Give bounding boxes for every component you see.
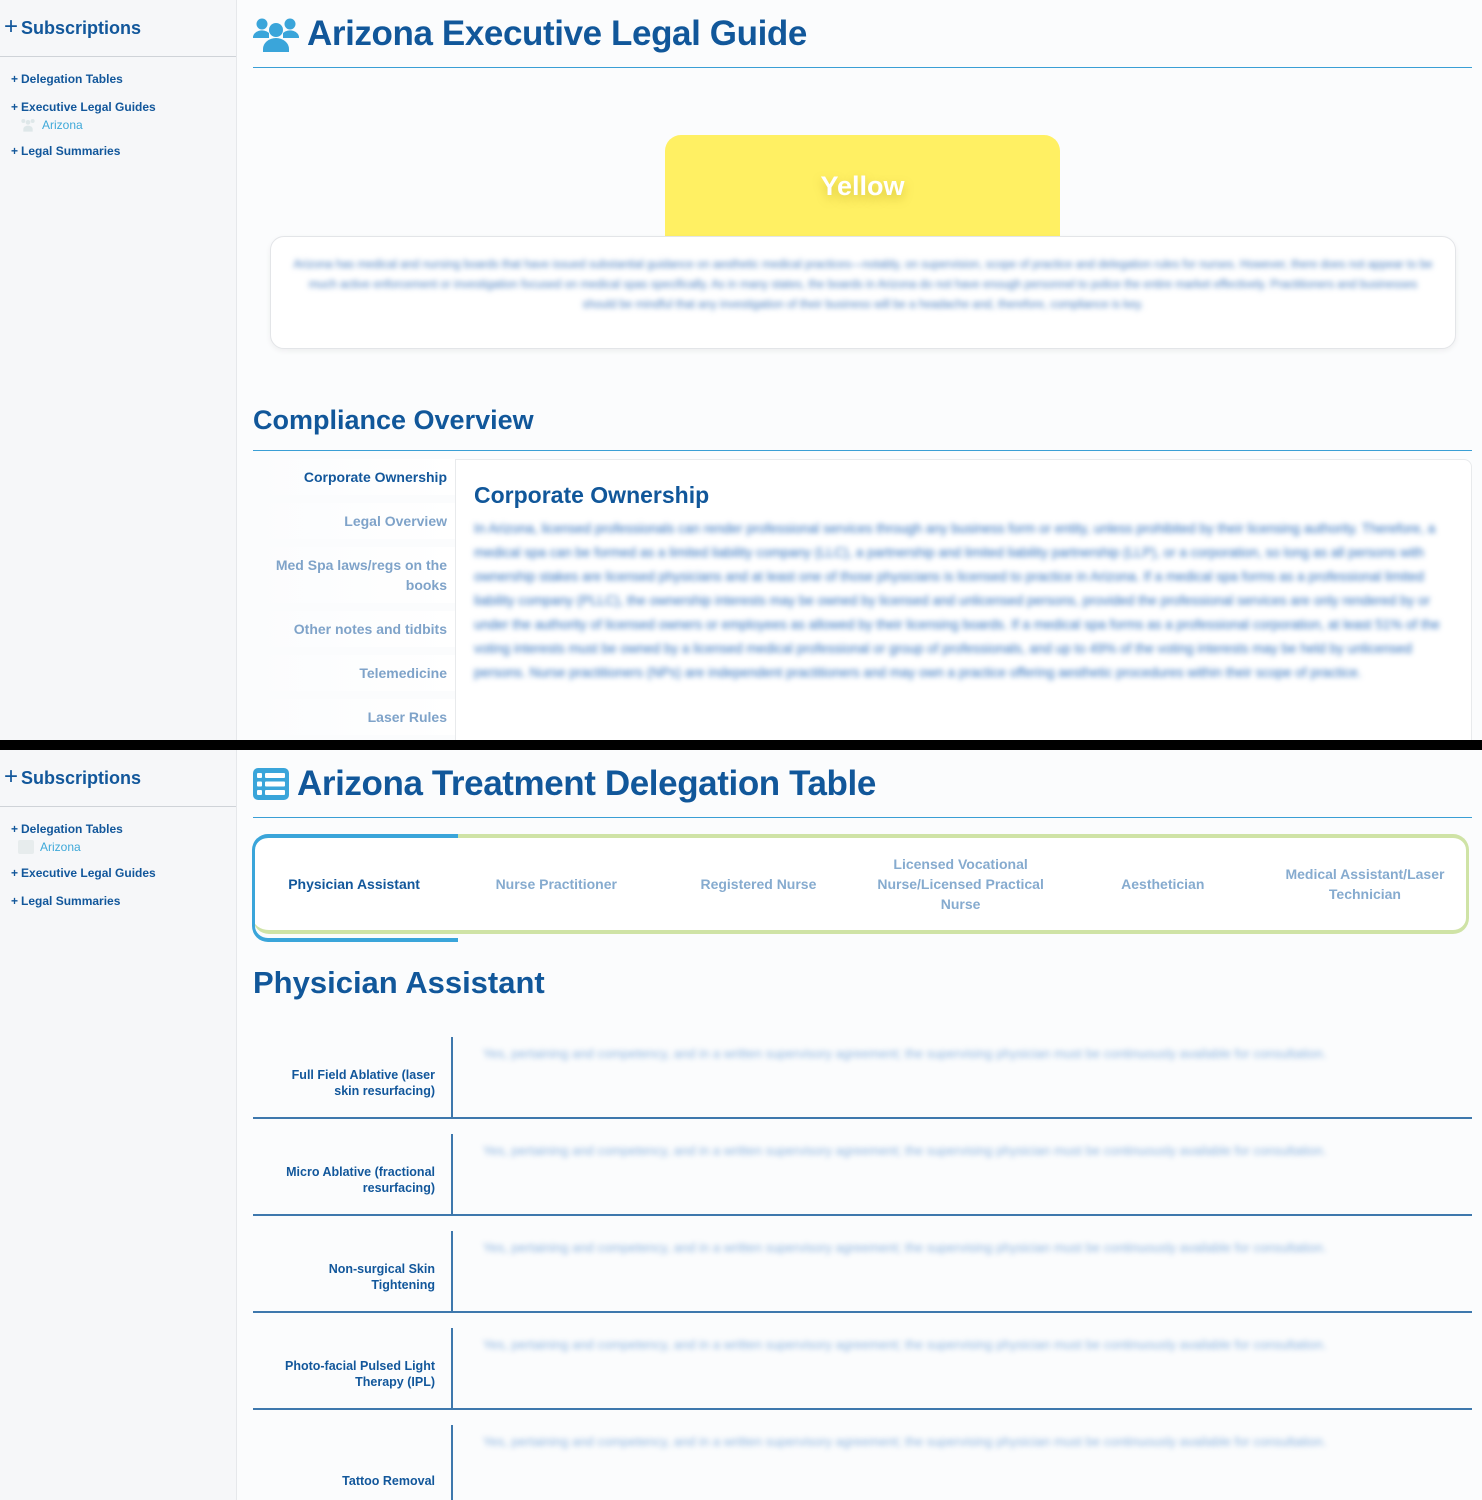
table-row: [253, 1313, 1472, 1410]
plus-icon: +: [11, 894, 19, 908]
tab-legal-overview[interactable]: Legal Overview: [253, 503, 455, 539]
plus-icon: +: [11, 866, 19, 880]
plus-icon: +: [4, 13, 19, 40]
tab-corporate-ownership[interactable]: Corporate Ownership: [253, 459, 455, 495]
page-title: [253, 750, 1472, 818]
page-title: [253, 0, 1472, 68]
treatment-cell: [253, 1425, 453, 1500]
panel-heading: Corporate Ownership: [474, 482, 710, 508]
delegation-table-screen: [0, 750, 1482, 1500]
rule-cell: [453, 1313, 1472, 1408]
sidebar: [0, 750, 237, 1500]
list-icon: [253, 768, 289, 800]
plus-icon: +: [11, 144, 19, 158]
tab-medical-assistant[interactable]: Medical Assistant/Laser Technician: [1285, 866, 1445, 902]
sidebar-item-label: Executive Legal Guides: [21, 100, 156, 114]
plus-icon: +: [11, 822, 19, 836]
profession-heading: Physician Assistant: [253, 965, 545, 1000]
rule-text: Yes, pertaining and competency, and in a written supervisory agreement; the supervising physician must be continuously available for consultation.: [483, 1337, 1327, 1352]
risk-rating-label: Yellow: [820, 170, 905, 201]
main-content: [253, 750, 1472, 1500]
sidebar-item-legal-summaries[interactable]: [0, 137, 236, 165]
summary-text: Arizona has medical and nursing boards that have issued substantial guidance on aesthetic medical practices—notably, on supervision, scope of practice and delegation rules for nurses. However, there does not appear to be much active enforcement or investigation focused on medical spas specifically. As in many states, the boards in Arizona do not have enough personnel to police the entire market effectively. Practitioners and businesses should be mindful that any investigation of their business will be a headache and, therefore, compliance is key.: [293, 259, 1433, 311]
treatment-cell: [253, 1134, 453, 1214]
sidebar-item-label: Legal Summaries: [21, 894, 121, 908]
subscriptions-label: Subscriptions: [21, 767, 142, 788]
rule-text: Yes, pertaining and competency, and in a written supervisory agreement; the supervising physician must be continuously available for consultation.: [483, 1143, 1327, 1158]
rule-cell: [453, 1119, 1472, 1214]
tab-laser-rules[interactable]: Laser Rules: [253, 699, 455, 735]
rule-text: Yes, pertaining and competency, and in a written supervisory agreement; the supervising physician must be continuously available for consultation.: [483, 1046, 1327, 1061]
tab-nurse-practitioner[interactable]: Nurse Practitioner: [495, 876, 617, 892]
tab-lvn-lpn[interactable]: Licensed Vocational Nurse/Licensed Practical Nurse: [877, 856, 1044, 912]
tab-telemedicine[interactable]: Telemedicine: [253, 655, 455, 691]
sidebar-item-delegation-tables[interactable]: [0, 65, 236, 93]
profession-tabs: [253, 834, 1469, 934]
page-title-text: Arizona Treatment Delegation Table: [297, 763, 876, 803]
sidebar-subitem-arizona[interactable]: [0, 837, 236, 857]
treatment-cell: [253, 1231, 453, 1311]
sidebar-subitem-label: Arizona: [42, 118, 83, 132]
table-row: [253, 1410, 1472, 1500]
tab-med-spa-laws[interactable]: Med Spa laws/regs on the books: [253, 547, 455, 603]
table-row: [253, 1216, 1472, 1313]
table-row: [253, 1022, 1472, 1119]
section-title: Compliance Overview: [253, 405, 1472, 451]
compliance-tabs: [253, 459, 455, 740]
table-row: [253, 1119, 1472, 1216]
list-icon: [18, 840, 34, 854]
tab-other-notes[interactable]: Other notes and tidbits: [253, 611, 455, 647]
treatment-name: Non-surgical Skin Tightening: [328, 1262, 435, 1292]
tab-physician-assistant[interactable]: Physician Assistant: [288, 876, 420, 892]
users-icon: [253, 16, 299, 52]
treatment-cell: [253, 1328, 453, 1408]
plus-icon: +: [11, 100, 19, 114]
sidebar-item-label: Legal Summaries: [21, 144, 121, 158]
sidebar-subitem-arizona[interactable]: [0, 115, 236, 135]
main-content: [253, 0, 1472, 740]
rule-text: Yes, pertaining and competency, and in a written supervisory agreement; the supervising physician must be continuously available for consultation.: [483, 1434, 1327, 1449]
sidebar-subitem-label: Arizona: [40, 840, 81, 854]
treatment-cell: [253, 1037, 453, 1117]
treatment-name: Full Field Ablative (laser skin resurfacing): [291, 1068, 435, 1098]
subscriptions-header[interactable]: [0, 750, 236, 807]
sidebar-item-executive-legal-guides[interactable]: [0, 859, 236, 887]
rule-cell: [453, 1022, 1472, 1117]
sidebar-item-label: Executive Legal Guides: [21, 866, 156, 880]
page-title-text: Arizona Executive Legal Guide: [307, 13, 807, 53]
sidebar: [0, 0, 237, 740]
treatment-name: Photo-facial Pulsed Light Therapy (IPL): [284, 1359, 435, 1389]
treatment-name: Tattoo Removal: [342, 1474, 435, 1488]
rule-cell: [453, 1410, 1472, 1500]
summary-card: [270, 236, 1456, 349]
tab-content-panel: [455, 459, 1472, 740]
plus-icon: +: [11, 72, 19, 86]
sidebar-item-legal-summaries[interactable]: [0, 887, 236, 915]
executive-legal-guide-screen: [0, 0, 1482, 740]
sidebar-item-label: Delegation Tables: [21, 72, 123, 86]
users-icon: [20, 118, 36, 132]
subscriptions-label: Subscriptions: [21, 17, 142, 38]
sidebar-item-label: Delegation Tables: [21, 822, 123, 836]
treatment-name: Micro Ablative (fractional resurfacing): [286, 1165, 435, 1195]
risk-rating-badge: [665, 135, 1060, 237]
tab-aesthetician[interactable]: Aesthetician: [1121, 876, 1205, 892]
rule-text: Yes, pertaining and competency, and in a written supervisory agreement; the supervising physician must be continuously available for consultation.: [483, 1240, 1327, 1255]
panel-body: In Arizona, licensed professionals can render professional services through any business form or entity, unless prohibited by their licensing authority. Therefore, a medical spa can be formed as a limited liability company (LLC), a partnership and limited liability partnership (LLP), or a corporation, so long as all persons with ownership stakes are licensed physicians and at least one of those physicians is licensed to practice in Arizona. If a medical spa forms as a professional limited liability company (PLLC), the ownership interests may be owned by licensed and unlicensed persons, provided the professional services are only rendered by or under the authority of licensed owners or employees as allowed by their licensing boards. If a medical spa forms as a professional corporation, at least 51% of the voting interests must be owned by a licensed medical professional or group of professionals, and up to 49% of the voting interests may be held by unlicensed persons. Nurse practitioners (NPs) are independent practitioners and may own a practice offering aesthetic procedures within their scope of practice.: [474, 521, 1440, 680]
rule-cell: [453, 1216, 1472, 1311]
plus-icon: +: [4, 763, 19, 790]
delegation-table: [253, 1022, 1472, 1500]
tab-registered-nurse[interactable]: Registered Nurse: [700, 876, 817, 892]
subscriptions-header[interactable]: [0, 0, 236, 57]
